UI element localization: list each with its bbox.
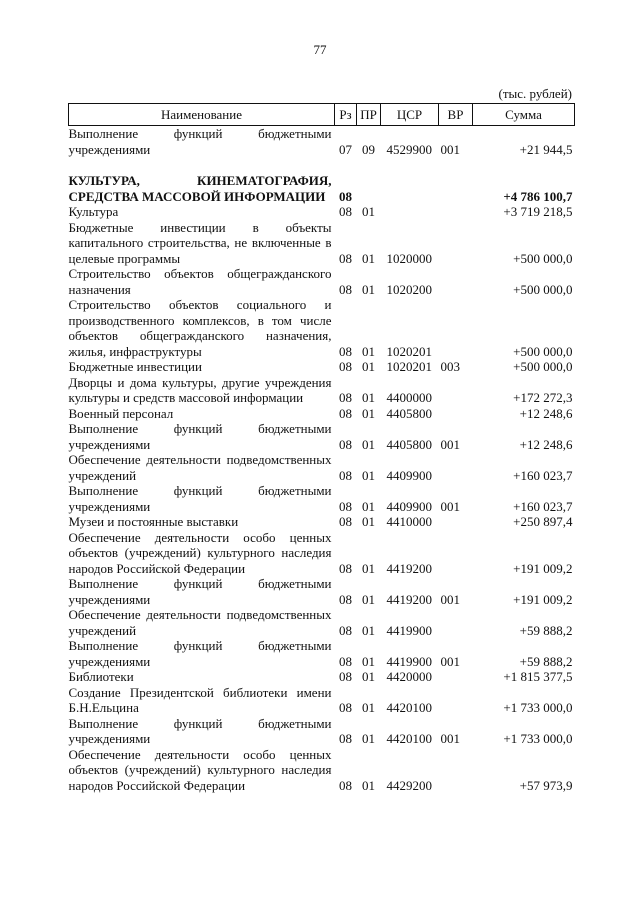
table-row (69, 421, 575, 452)
table-row (69, 406, 575, 422)
cell-vr (439, 297, 473, 359)
cell-csr: 4419200 (386, 560, 432, 576)
cell-pr: 01 (362, 281, 375, 297)
cell-sum: +1 815 377,5 (503, 669, 573, 684)
cell-csr: 4419900 (386, 622, 432, 638)
cell-csr: 4419900 (386, 653, 432, 669)
cell-rz: 08 (339, 204, 352, 219)
cell-pr: 01 (362, 405, 375, 421)
cell-sum: +160 023,7 (513, 467, 573, 483)
cell-rz: 08 (339, 560, 352, 576)
cell-vr (439, 747, 473, 794)
cell-pr: 01 (362, 359, 375, 374)
cell-rz: 07 (339, 141, 352, 157)
budget-table-container (68, 103, 574, 793)
cell-sum: +160 023,7 (513, 498, 573, 514)
cell-csr: 1020200 (386, 281, 432, 297)
cell-name: Военный персонал (68, 405, 174, 421)
table-row (69, 514, 575, 530)
cell-pr: 01 (362, 498, 375, 514)
table-row (69, 576, 575, 607)
cell-sum: +57 973,9 (519, 777, 573, 793)
cell-csr: 4429200 (386, 777, 432, 793)
table-body (69, 126, 575, 794)
cell-pr: 01 (362, 514, 375, 529)
cell-name: Выполнение функций бюджетными учреждениями (68, 483, 332, 514)
table-row (69, 452, 575, 483)
table-row (69, 716, 575, 747)
cell-name: Обеспечение деятельности особо ценных объектов (учреждений) культурного наследия народов Российской Федерации (68, 746, 332, 793)
cell-vr (439, 266, 473, 297)
table-row (69, 483, 575, 514)
cell-name: Дворцы и дома культуры, другие учреждения культуры и средств массовой информации (68, 374, 332, 405)
cell-csr: 4409900 (386, 498, 432, 514)
cell-csr: 4405800 (386, 405, 432, 421)
table-row (69, 359, 575, 375)
cell-sum: +3 719 218,5 (503, 204, 573, 219)
table-row (69, 266, 575, 297)
cell-rz: 08 (339, 359, 352, 374)
cell-pr: 01 (362, 700, 375, 715)
cell-name: Обеспечение деятельности особо ценных объектов (учреждений) культурного наследия народов Российской Федерации (68, 529, 332, 576)
table-row (69, 685, 575, 716)
cell-sum: +250 897,4 (513, 514, 573, 529)
cell-name: Обеспечение деятельности подведомственных учреждений (68, 452, 332, 483)
spacer-cell (69, 157, 575, 173)
cell-pr: 01 (362, 204, 375, 219)
cell-rz: 08 (339, 731, 352, 746)
cell-rz: 08 (339, 777, 352, 793)
cell-sum: +4 786 100,7 (503, 188, 573, 204)
header-sum: Сумма (473, 104, 575, 126)
cell-vr (439, 204, 473, 220)
cell-csr: 1020201 (386, 343, 432, 359)
cell-name: Выполнение функций бюджетными учреждениями (68, 126, 332, 157)
cell-csr: 4420100 (386, 700, 432, 715)
cell-name: Культура (68, 204, 119, 219)
cell-pr: 01 (362, 731, 375, 746)
cell-rz: 08 (339, 250, 352, 266)
cell-pr: 01 (362, 777, 375, 793)
table-row (69, 126, 575, 158)
cell-pr: 01 (362, 390, 375, 405)
cell-name: Бюджетные инвестиции в объекты капитального строительства, не включенные в целевые программы (68, 219, 332, 266)
cell-sum: +500 000,0 (513, 343, 573, 359)
cell-vr: 003 (440, 359, 460, 374)
cell-rz: 08 (339, 700, 352, 715)
cell-name: Создание Президентской библиотеки имени Б.Н.Ельцина (68, 684, 332, 715)
cell-vr (439, 514, 473, 530)
cell-rz: 08 (339, 653, 352, 669)
table-row (69, 375, 575, 406)
cell-rz: 08 (339, 514, 352, 529)
table-row (69, 638, 575, 669)
spacer-row (69, 157, 575, 173)
header-vr: ВР (439, 104, 473, 126)
cell-csr: 4529900 (386, 141, 432, 157)
cell-name: Выполнение функций бюджетными учреждениями (68, 576, 332, 607)
cell-csr (381, 204, 439, 220)
cell-rz: 08 (339, 669, 352, 684)
table-header-row (69, 104, 575, 126)
cell-sum: +21 944,5 (519, 141, 573, 157)
cell-vr (439, 669, 473, 685)
cell-name: Строительство объектов общегражданского назначения (68, 266, 332, 297)
cell-vr: 001 (440, 436, 460, 452)
cell-csr: 4420100 (386, 731, 432, 746)
cell-sum: +12 248,6 (519, 405, 573, 421)
cell-sum: +59 888,2 (519, 622, 573, 638)
cell-vr: 001 (440, 731, 460, 746)
cell-sum: +172 272,3 (513, 390, 573, 405)
cell-name: Бюджетные инвестиции (68, 359, 202, 374)
cell-pr: 01 (362, 250, 375, 266)
cell-sum: +500 000,0 (513, 281, 573, 297)
cell-vr (439, 685, 473, 716)
header-csr: ЦСР (381, 104, 439, 126)
cell-vr: 001 (440, 498, 460, 514)
cell-pr: 09 (362, 141, 375, 157)
cell-sum: +500 000,0 (513, 359, 573, 374)
cell-rz: 08 (339, 436, 352, 452)
cell-vr: 001 (440, 141, 460, 157)
cell-rz: 08 (339, 622, 352, 638)
cell-rz: 08 (339, 390, 352, 405)
cell-pr: 01 (362, 669, 375, 684)
cell-name: Выполнение функций бюджетными учреждениями (68, 715, 332, 746)
header-name: Наименование (69, 104, 335, 126)
cell-name: Строительство объектов социального и производственного комплексов, в том числе объектов общегражданского назначения, жилья, инфраструктуры (68, 297, 332, 359)
cell-csr (381, 173, 439, 204)
cell-rz: 08 (339, 467, 352, 483)
table-row (69, 204, 575, 220)
cell-vr (439, 530, 473, 577)
cell-csr: 4420000 (386, 669, 432, 684)
cell-name: Обеспечение деятельности подведомственных учреждений (68, 607, 332, 638)
cell-vr (439, 452, 473, 483)
cell-rz: 08 (339, 591, 352, 607)
cell-pr (357, 173, 381, 204)
units-label: (тыс. рублей) (498, 86, 572, 101)
table-row (69, 530, 575, 577)
cell-csr: 4405800 (386, 436, 432, 452)
cell-pr: 01 (362, 467, 375, 483)
budget-table (68, 103, 575, 793)
cell-csr: 4419200 (386, 591, 432, 607)
cell-sum: +191 009,2 (513, 560, 573, 576)
cell-sum: +1 733 000,0 (503, 700, 573, 715)
cell-sum: +12 248,6 (519, 436, 573, 452)
cell-rz: 08 (339, 405, 352, 421)
header-pr: ПР (357, 104, 381, 126)
cell-rz: 08 (339, 498, 352, 514)
cell-pr: 01 (362, 436, 375, 452)
cell-rz: 08 (339, 281, 352, 297)
cell-vr (439, 607, 473, 638)
table-row (69, 297, 575, 359)
cell-csr: 1020201 (386, 359, 432, 374)
cell-csr: 1020000 (386, 250, 432, 266)
cell-pr: 01 (362, 622, 375, 638)
table-row (69, 220, 575, 267)
cell-pr: 01 (362, 591, 375, 607)
cell-sum: +500 000,0 (513, 250, 573, 266)
table-row (69, 607, 575, 638)
cell-sum: +59 888,2 (519, 653, 573, 669)
cell-sum: +191 009,2 (513, 591, 573, 607)
cell-csr: 4400000 (386, 390, 432, 405)
header-rz: Рз (335, 104, 357, 126)
cell-sum: +1 733 000,0 (503, 731, 573, 746)
cell-vr (439, 220, 473, 267)
cell-vr (439, 173, 473, 204)
cell-pr: 01 (362, 343, 375, 359)
page-number: 77 (313, 42, 327, 57)
cell-vr (439, 375, 473, 406)
cell-name: Выполнение функций бюджетными учреждениями (68, 638, 332, 669)
cell-csr: 4410000 (386, 514, 432, 529)
table-row (69, 747, 575, 794)
cell-vr: 001 (440, 653, 460, 669)
cell-name: Выполнение функций бюджетными учреждениями (68, 421, 332, 452)
cell-rz: 08 (339, 343, 352, 359)
cell-name: Музеи и постоянные выставки (68, 514, 239, 529)
cell-pr: 01 (362, 653, 375, 669)
table-row (69, 173, 575, 204)
cell-vr (439, 406, 473, 422)
cell-pr: 01 (362, 560, 375, 576)
cell-name: Библиотеки (68, 669, 134, 684)
cell-vr: 001 (440, 591, 460, 607)
cell-csr: 4409900 (386, 467, 432, 483)
cell-name: КУЛЬТУРА, КИНЕМАТОГРАФИЯ, СРЕДСТВА МАССОВОЙ ИНФОРМАЦИИ (68, 173, 332, 204)
cell-rz: 08 (339, 188, 352, 204)
table-row (69, 669, 575, 685)
